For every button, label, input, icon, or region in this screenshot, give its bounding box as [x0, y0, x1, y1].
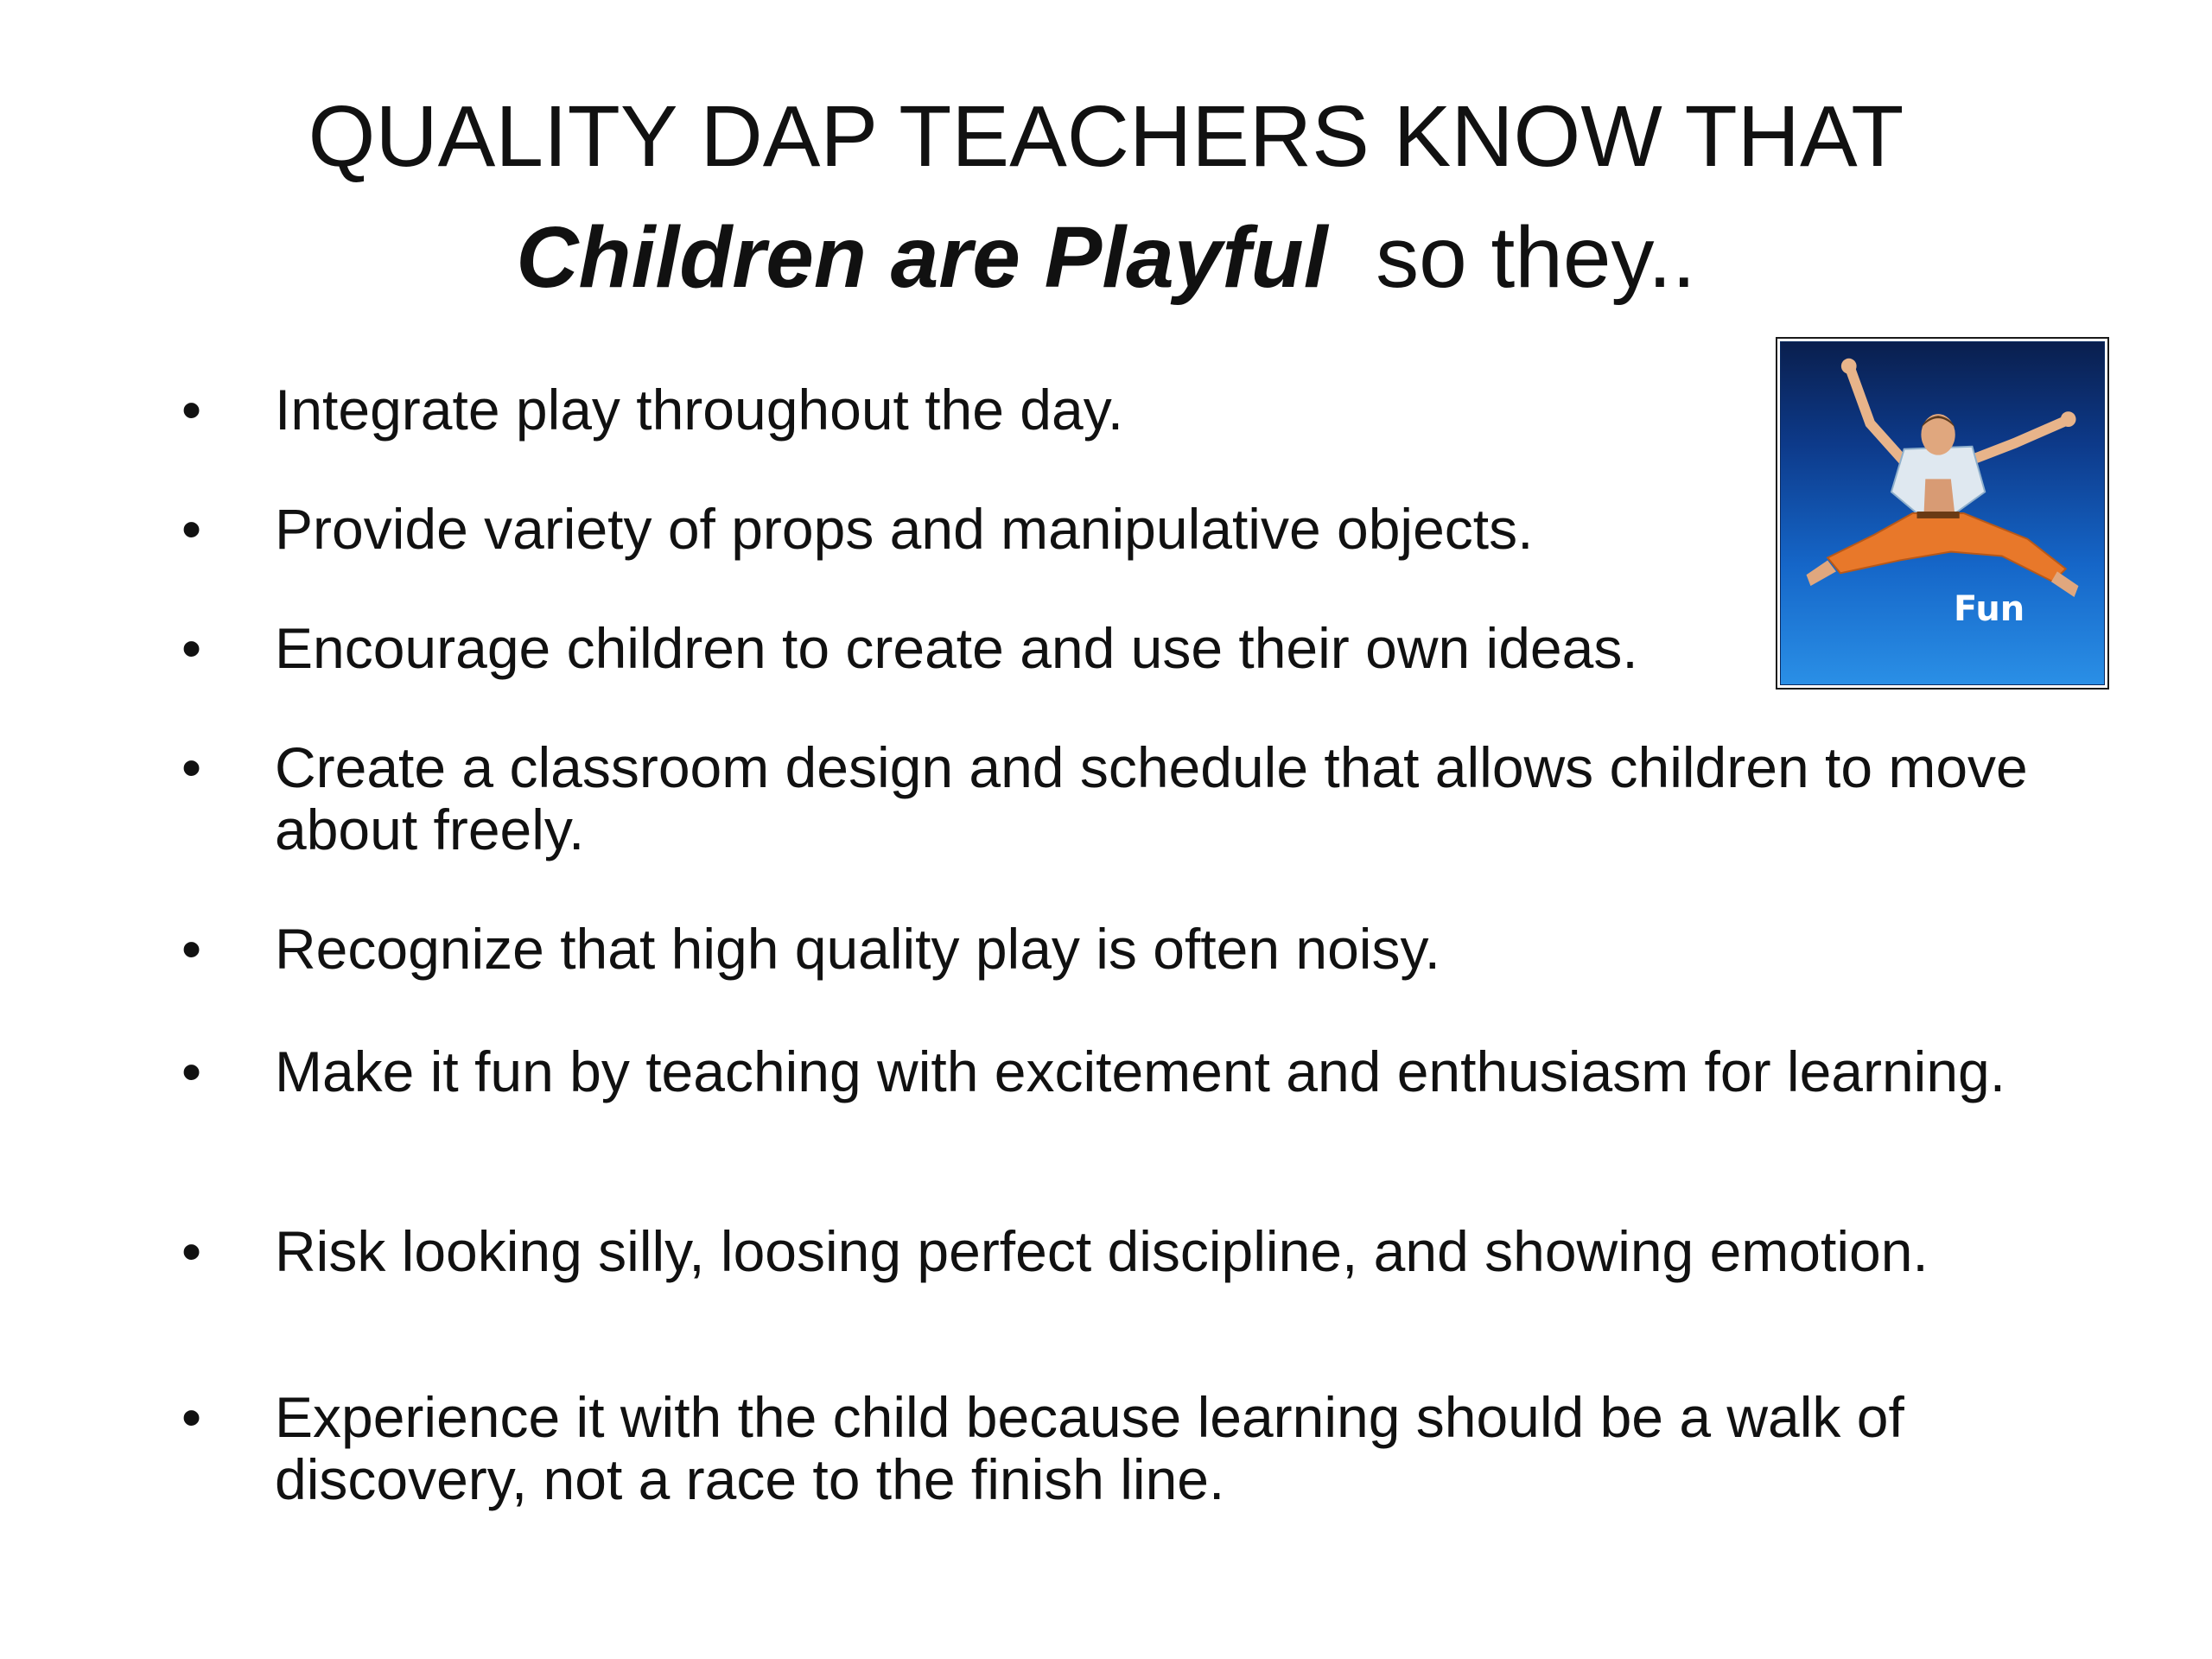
title-emphasis: Children are Playful — [516, 209, 1328, 306]
bullet-text: Encourage children to create and use their own ideas. — [275, 616, 1638, 680]
title-line-2-rest: so they.. — [1327, 209, 1696, 306]
bullet-text: Integrate play throughout the day. — [275, 378, 1124, 442]
bullet-dot: • — [181, 497, 202, 561]
bullet-dot: • — [181, 378, 202, 442]
bullet-dot: • — [181, 917, 202, 981]
jumping-man-photo-icon — [1780, 341, 2105, 685]
bullet-dot: • — [181, 1219, 202, 1283]
bullet-dot: • — [181, 1385, 202, 1449]
bullet-item — [181, 918, 2126, 980]
bullet-item — [181, 1386, 2126, 1510]
bullet-text: Recognize that high quality play is often noisy. — [275, 917, 1440, 981]
bullet-text: Provide variety of props and manipulative objects. — [275, 497, 1534, 561]
bullet-item — [181, 736, 2126, 861]
bullet-dot: • — [181, 616, 202, 680]
photo-caption: Fun — [1954, 589, 2025, 629]
bullet-text: Make it fun by teaching with excitement and enthusiasm for learning. — [275, 1039, 2006, 1103]
bullet-item — [181, 1220, 2126, 1282]
bullet-text: Create a classroom design and schedule that allows children to move about freely. — [275, 735, 2028, 861]
bullet-text: Risk looking silly, loosing perfect discipline, and showing emotion. — [275, 1219, 1929, 1283]
bullet-dot: • — [181, 735, 202, 799]
bullet-dot: • — [181, 1039, 202, 1103]
title-line-1: QUALITY DAP TEACHERS KNOW THAT — [308, 88, 1904, 185]
jumping-man-illustration — [1781, 342, 2104, 684]
bullet-text: Experience it with the child because learning should be a walk of discovery, not a race to the finish line. — [275, 1385, 1904, 1511]
fun-photo — [1776, 337, 2109, 690]
bullet-item — [181, 1040, 2126, 1103]
